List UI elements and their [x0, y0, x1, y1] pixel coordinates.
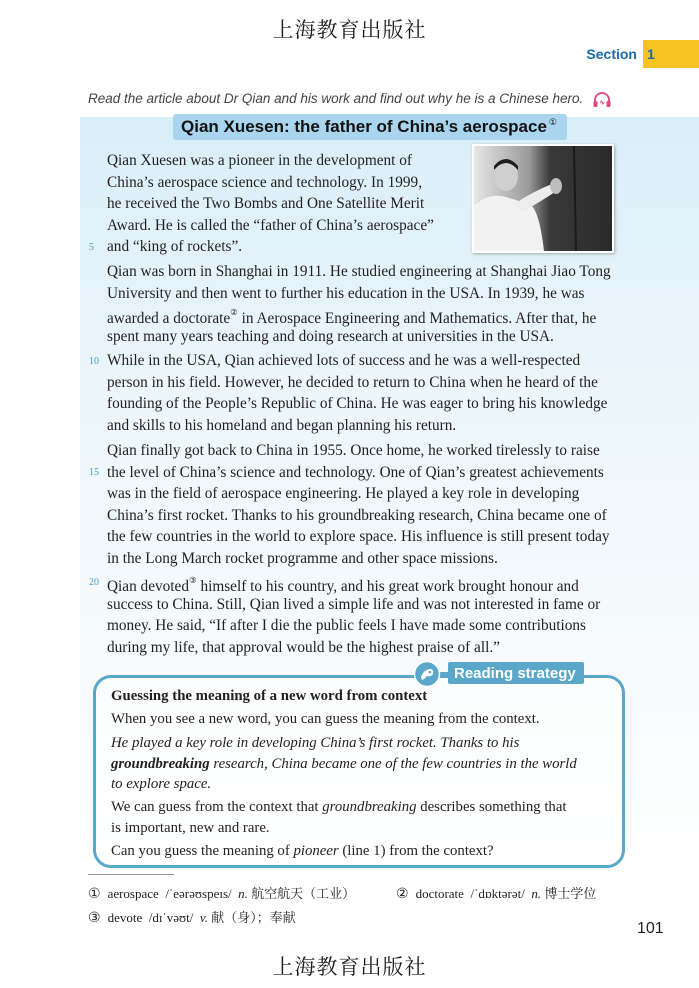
explanation-keyword: groundbreaking	[322, 799, 417, 815]
question-text: (line 1) from the context?	[338, 843, 494, 859]
footnote-meaning: 航空航天（工业）	[251, 886, 356, 901]
footnote-meaning: 博士学位	[544, 886, 597, 901]
footnote-pos: v.	[199, 910, 208, 925]
footnote-3	[88, 907, 296, 927]
reading-instruction: Read the article about Dr Qian and his work and find out why he is a Chinese hero.	[88, 91, 584, 106]
article-title	[173, 114, 567, 140]
example-line: to explore space.	[111, 776, 212, 792]
question-text: Can you guess the meaning of	[111, 843, 294, 859]
paragraph-text: himself to his country, and his great work brought honour and	[200, 578, 579, 596]
paragraph-line: spent many years teaching and doing research at universities in the USA.	[107, 327, 554, 345]
question-keyword: pioneer	[293, 843, 339, 859]
line-number-5: 5	[89, 242, 94, 253]
footnote-number: ①	[88, 887, 101, 902]
footnote-pos: n.	[238, 886, 248, 901]
footnote-phonetic: /dɪˈvəʊt/	[148, 910, 194, 925]
paragraph-line: founding of the People’s Republic of China. He was eager to bring his knowledge	[107, 395, 608, 412]
paragraph-text: in Aerospace Engineering and Mathematics. After that, he	[241, 310, 597, 328]
footnote-word: aerospace	[107, 886, 159, 901]
paragraph-text: Qian devoted	[107, 578, 189, 596]
article-title-text: Qian Xuesen: the father of China’s aerospace	[181, 117, 547, 136]
footnote-divider	[88, 874, 174, 875]
paragraph-line: he received the Two Bombs and One Satellite Merit	[107, 195, 425, 212]
section-number: 1	[643, 40, 699, 68]
footnote-ref-3[interactable]: ③	[188, 575, 197, 585]
line-number-10: 10	[89, 356, 99, 367]
example-keyword: groundbreaking	[111, 755, 210, 772]
footnote-number: ②	[396, 887, 409, 902]
headphone-icon[interactable]	[592, 92, 612, 108]
footnote-word: doctorate	[415, 886, 464, 901]
publisher-header: 上海教育出版社	[272, 18, 427, 42]
strategy-heading: Guessing the meaning of a new word from context	[111, 688, 428, 704]
page-number: 101	[637, 920, 664, 937]
footnote-phonetic: /ˈeərəʊspeɪs/	[165, 886, 232, 901]
footnote-number: ③	[88, 911, 101, 926]
paragraph-line: the level of China’s science and technology. One of Qian’s greatest achievements	[107, 463, 604, 481]
paragraph-line: Qian Xuesen was a pioneer in the development of	[107, 152, 412, 169]
explanation-text: describes something that	[416, 799, 567, 815]
paragraph-line: China’s first rocket. Thanks to his groundbreaking research, China became one of	[107, 506, 607, 524]
line-number-15: 15	[89, 467, 99, 478]
publisher-footer: 上海教育出版社	[272, 955, 427, 979]
paragraph-line: Award. He is called the “father of China’s aerospace”	[107, 216, 434, 234]
footnote-2	[396, 883, 596, 903]
paragraph-line: money. He said, “If after I die the public feels I have made some contributions	[107, 617, 586, 634]
paragraph-line: in the Long March rocket programme and other space missions.	[107, 549, 498, 567]
reading-strategy-icon	[413, 660, 441, 688]
explanation-text: We can guess from the context that	[111, 799, 323, 815]
paragraph-line: person in his field. However, he decided to return to China when he heard of the	[107, 373, 598, 391]
strategy-intro: When you see a new word, you can guess the meaning from the context.	[111, 711, 540, 727]
example-line: He played a key role in developing China’s first rocket. Thanks to his	[111, 735, 520, 751]
footnote-phonetic: /ˈdɒktərət/	[470, 886, 525, 901]
paragraph-line: While in the USA, Qian achieved lots of success and he was a well-respected	[107, 352, 581, 369]
strategy-question	[111, 841, 621, 862]
example-line	[111, 754, 621, 775]
footnote-1	[88, 883, 355, 903]
footnote-meaning: 献（身）；奉献	[211, 910, 296, 925]
paragraph-line: Qian was born in Shanghai in 1911. He studied engineering at Shanghai Jiao Tong	[107, 263, 611, 280]
explanation-line	[111, 797, 621, 818]
footnote-ref-2[interactable]: ②	[230, 307, 238, 317]
paragraph-line: the few countries in the world to explore space. His influence is still present today	[107, 528, 610, 545]
paragraph-line: and skills to his homeland and began planning his return.	[107, 416, 457, 434]
paragraph-text: awarded a doctorate	[107, 310, 231, 328]
paragraph-line: University and then went to further his education in the USA. In 1939, he was	[107, 284, 585, 302]
paragraph-line: success to China. Still, Qian lived a simple life and was not interested in fame or	[107, 595, 601, 613]
footnote-pos: n.	[531, 886, 542, 901]
footnote-word: devote	[107, 910, 143, 925]
paragraph-line: and “king of rockets”.	[107, 238, 243, 255]
example-text: research, China became one of the few countries in the world	[209, 755, 577, 772]
section-tab	[586, 40, 699, 68]
section-label: Section	[586, 46, 637, 62]
reading-strategy-label: Reading strategy	[448, 662, 584, 684]
footnote-ref-1[interactable]: ①	[548, 116, 557, 127]
paragraph-line: was in the field of aerospace engineering. He played a key role in developing	[107, 485, 580, 502]
paragraph-line: China’s aerospace science and technology. In 1999,	[107, 173, 423, 191]
explanation-line: is important, new and rare.	[111, 819, 270, 836]
qian-xuesen-photo	[472, 144, 614, 253]
line-number-20: 20	[89, 577, 99, 588]
paragraph-line: during my life, that approval would be the highest praise of all.”	[107, 638, 500, 656]
paragraph-line: Qian finally got back to China in 1955. Once home, he worked tirelessly to raise	[107, 442, 600, 459]
